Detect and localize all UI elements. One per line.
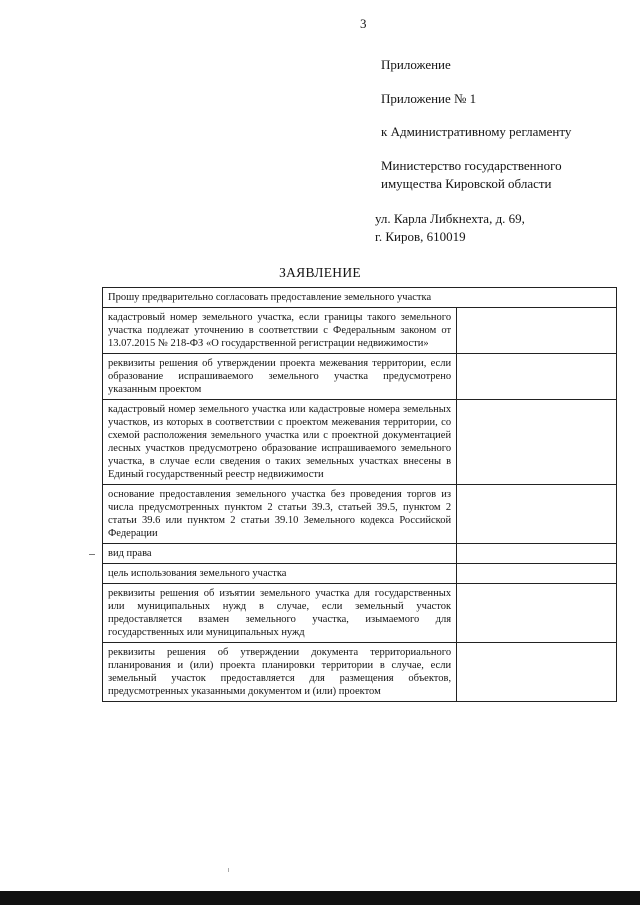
table-header-row: [103, 288, 617, 308]
row-value-field[interactable]: [457, 544, 617, 564]
row-label: реквизиты решения об утверждении документа территориального планирования и (или) проекта планировки территории в случае, если земельный участок предоставляется для размещения объектов, предусмотренных указанными документом и (или) проектом: [103, 643, 457, 702]
row-value-field[interactable]: [457, 354, 617, 400]
appendix-number: Приложение № 1: [381, 91, 477, 106]
table-row: [103, 485, 617, 544]
row-label: кадастровый номер земельного участка, если границы такого земельного участка подлежат уточнению в соответствии с Федеральным законом от 13.07.2015 № 218-ФЗ «О государственной регистрации недвижимости»: [103, 308, 457, 354]
document-title: ЗАЯВЛЕНИЕ: [279, 265, 361, 280]
address-line-2: г. Киров, 610019: [375, 229, 466, 244]
row-label: цель использования земельного участка: [103, 564, 457, 584]
table-row: [103, 564, 617, 584]
row-value-field[interactable]: [457, 643, 617, 702]
row-label: основание предоставления земельного участка без проведения торгов из числа предусмотренных пунктом 2 статьи 39.3, статьей 39.5, пунктом 2 статьи 39.6 или пунктом 2 статьи 39.10 Земельного кодекса Российской Федерации: [103, 485, 457, 544]
row-value-field[interactable]: [457, 564, 617, 584]
row-value-field[interactable]: [457, 584, 617, 643]
table-row: [103, 584, 617, 643]
application-table: [102, 287, 617, 702]
table-row: [103, 354, 617, 400]
ministry-line-1: Министерство государственного: [381, 158, 562, 173]
row-value-field[interactable]: [457, 400, 617, 485]
table-row: [103, 308, 617, 354]
row-label: реквизиты решения об изъятии земельного участка для государственных или муниципальных нужд в случае, если земельный участок предоставляется взамен земельного участка, изымаемого для государственных или муниципальных нужд: [103, 584, 457, 643]
table-header-cell: Прошу предварительно согласовать предоставление земельного участка: [103, 288, 617, 308]
scan-artifact: [228, 868, 229, 872]
row-value-field[interactable]: [457, 308, 617, 354]
table-row: [103, 544, 617, 564]
row-label: реквизиты решения об утверждении проекта межевания территории, если образование испрашиваемого земельного участка предусмотрено указанным проектом: [103, 354, 457, 400]
table-row: [103, 400, 617, 485]
row-label: вид права: [103, 544, 457, 564]
ministry-line-2: имущества Кировской области: [381, 176, 552, 191]
table-row: [103, 643, 617, 702]
row-value-field[interactable]: [457, 485, 617, 544]
address-line-1: ул. Карла Либкнехта, д. 69,: [375, 211, 525, 226]
scan-bottom-edge: [0, 891, 640, 905]
scan-artifact: [89, 554, 95, 555]
appendix-label: Приложение: [381, 57, 451, 72]
page-number: 3: [360, 16, 367, 31]
regulation-reference: к Административному регламенту: [381, 124, 572, 139]
row-label: кадастровый номер земельного участка или кадастровые номера земельных участков, из которых в соответствии с проектом межевания территории, со схемой расположения земельного участка или с проектной документацией лесных участков предусмотрено образование испрашиваемого земельного участка, в случае если сведения о таких земельных участках внесены в Единый государственный реестр недвижимости: [103, 400, 457, 485]
